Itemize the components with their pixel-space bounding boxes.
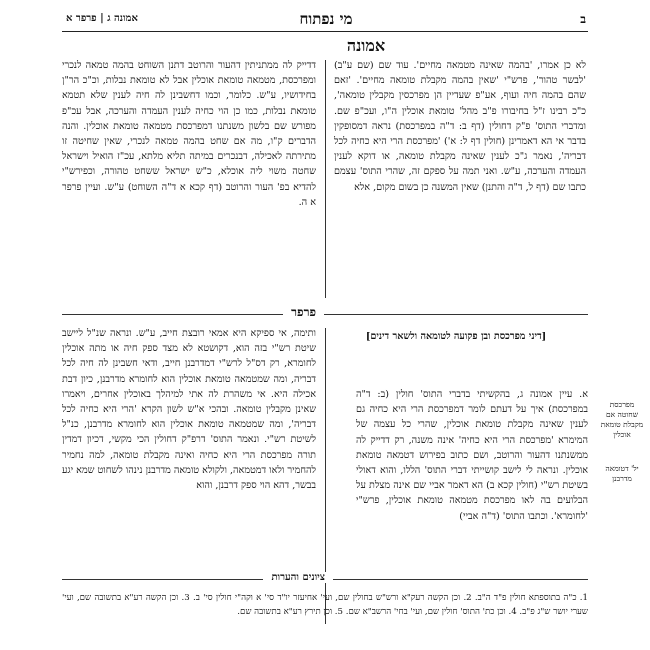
perek-left-text: ותימה, אי ספיקא היא אמאי רובצת חייב, ע"ש. ונראה שנ"ל ליישב שיטת רש"י בזה הוא, דקושטא לא מצד ספק חיה או מתה אוכלין לחומרא, רק דס"ל לרש"י דמדרבנן חייב, ודאי חשבינן לה חיה לכל דבריה, ומה שמטמאה טומאת אוכלין הוא לחומרא מדרבנן, כיון דבת אכילה היא. אי משהרת לה אתי למיהלך באוכלין אחרים, ויאמרו שאינן מקבלין טומאה. ובהכי א"ש לשון הקרא 'הרי היא כחיה לכל דבריה', ומה שמטמאה טומאת אוכלין הוא לחומרא מדרבנן, כנ"ל לשיטת רש"י. ונאמר התוס' דרפ"ק דחולין הכי מקשי, דכיון דמדין תורה מפרכסת הרי היא כחיה ואינה מקבלת טומאה, למה נחמיר להחמיר ולאו דמטמאה, ולקולא טומאה מדרבנן נינהו לשחוט שמא יגע בבשר, דהא הוי ספק דרבנן, והוא <box>62 328 316 492</box>
amuna-left-column <box>62 58 316 300</box>
margin-note: מפרכסת שחוטה אם מקבלת טומאת אוכלין <box>600 400 644 439</box>
perek-right-text: א. עיין אמונה ג, בהקשיתי בדברי התוס' חולין (ב: ד"ה במפרכסת) איך על דעתם לומר דמפרכסת הרי היא כחיה גם לענין שאינה מקבלת טומאת אוכלין, שהרי כל עצמה של המימרא 'מפרכסת הרי היא כחיה' אינה משנה, רק דדייק לה ממשנתנו דהעור והרוטב, ושם כתוב בפירוש דטמאה טומאת אוכלין. ונראה לי לישב קושייתי דברי התוס' הללו, והוא דאולי בשיטת רש"י (חולין קכא ב) הא דאמר אביי שם אינה מצלת על הבלועים בה לאו מפרכסת מטמאה טומאת אוכלין, פרש"י 'לחומרא'. וכתבו התוס' (ד"ה אביי) <box>356 389 588 522</box>
notes-title: ציונים והערות <box>263 572 333 583</box>
notes-divider <box>62 572 588 588</box>
perek-rule <box>62 314 588 315</box>
amuna-left-text: דדייק לה ממתניתין דהעור והרוטב דתנן השוחט בהמה טמאה לנכרי ומפרכסת, מטמאה טומאת אוכלין אבל לא טומאת נבלות, וכ"כ הר"ן בחידושיו, ע"ש. כלומר, וכמו דחשבינן לה חיה לענין שלא תטמא טומאת נבלות, כמו כן הוי כחיה לענין העמדה והערכה, אבל עכ"פ מפורש שם בלשון משנתנו דמפרכסת מטמאה טומאת אוכלין. והנה הדברים ק"ו, מה אם שחט בהמה טמאה לנכרי, שאין שחיטה זו מתירתה לאכילה, דבנכרים במיתה תליא מלתא, עכ"ז הואיל וישראל שחטה משוי ליה אוכלא, כ"ש ישראל ששחט טהורה, וכפירש"י להדיא בפ' העור והרוטב (דף קכא א ד"ה השוחט) ע"ש. ועיין פרפר א ה. <box>62 60 316 208</box>
amuna-right-column <box>334 58 586 300</box>
footnotes <box>62 592 588 619</box>
page-letter: ב <box>580 12 586 26</box>
margin-note: יל' דטומאה מדרבנן <box>605 464 639 483</box>
amuna-right-text: לא כן אמרו, 'בהמה שאינה מטמאה מחיים'. עוד שם (שם ע"ב) 'לבשר טהור', פרש"י 'שאין בהמה מקבלת טומאה מחיים'. 'זאם שהם בהמה חיה ועוף, אע"פ שעדיין הן מפרכסין מקבלין טומאה', כ"כ רבינו ז"ל בחיבורו פ"ב מהל' טומאת אוכלין ה"ו, ועכ"פ שם. ומדברי התוס' פ"ק דחולין (דף ב: ד"ה במפרכסת) נראה דמסופקין בדבר אי הא דאמרינן (חולין דף ל: א') 'מפרכסת הרי היא כחיה לכל דבריה', נאמר ג"כ לענין שאינה מקבלת טומאה, או דוקא לענין העמדה והערכה, ע"ש. ואני תמה על ספקם זה, שהרי התוס' עצמם כתבו שם (דף ל, ד"ה והתנן) שאין המשנה כן בשום מקום, אלא <box>334 60 586 193</box>
book-title: מי נפתוח <box>299 10 353 28</box>
perek-heading: [דיני מפרכסת ובן פקועה לטומאה ולשאר דינים] <box>365 331 547 342</box>
perek-title: פרפר <box>283 305 324 320</box>
running-header <box>66 10 586 30</box>
section-reference: אמונה ג | פרפר א <box>66 13 138 24</box>
header-rule <box>62 31 588 32</box>
perek-divider <box>62 305 588 323</box>
column-divider <box>325 60 326 298</box>
footnotes-text: 1. כ"ה בתוספתא חולין פ"ד ה"ב. 2. וכן הקשה רעק"א ורש"ש בחולין שם, ועי' אחיעזר יו"ד סי' א וקה"י חולין סי' ב. 3. וכן הקשה רע"א בתשובה שם, ועי' שערי יושר ש"ג פ"ב. 4. וכן כת' התוס' חולין שם, ועי' בחי' הרשב"א שם. 5. וכן תירץ רע"א בתשובה שם. <box>62 593 588 617</box>
amuna-title: אמונה <box>346 36 386 55</box>
